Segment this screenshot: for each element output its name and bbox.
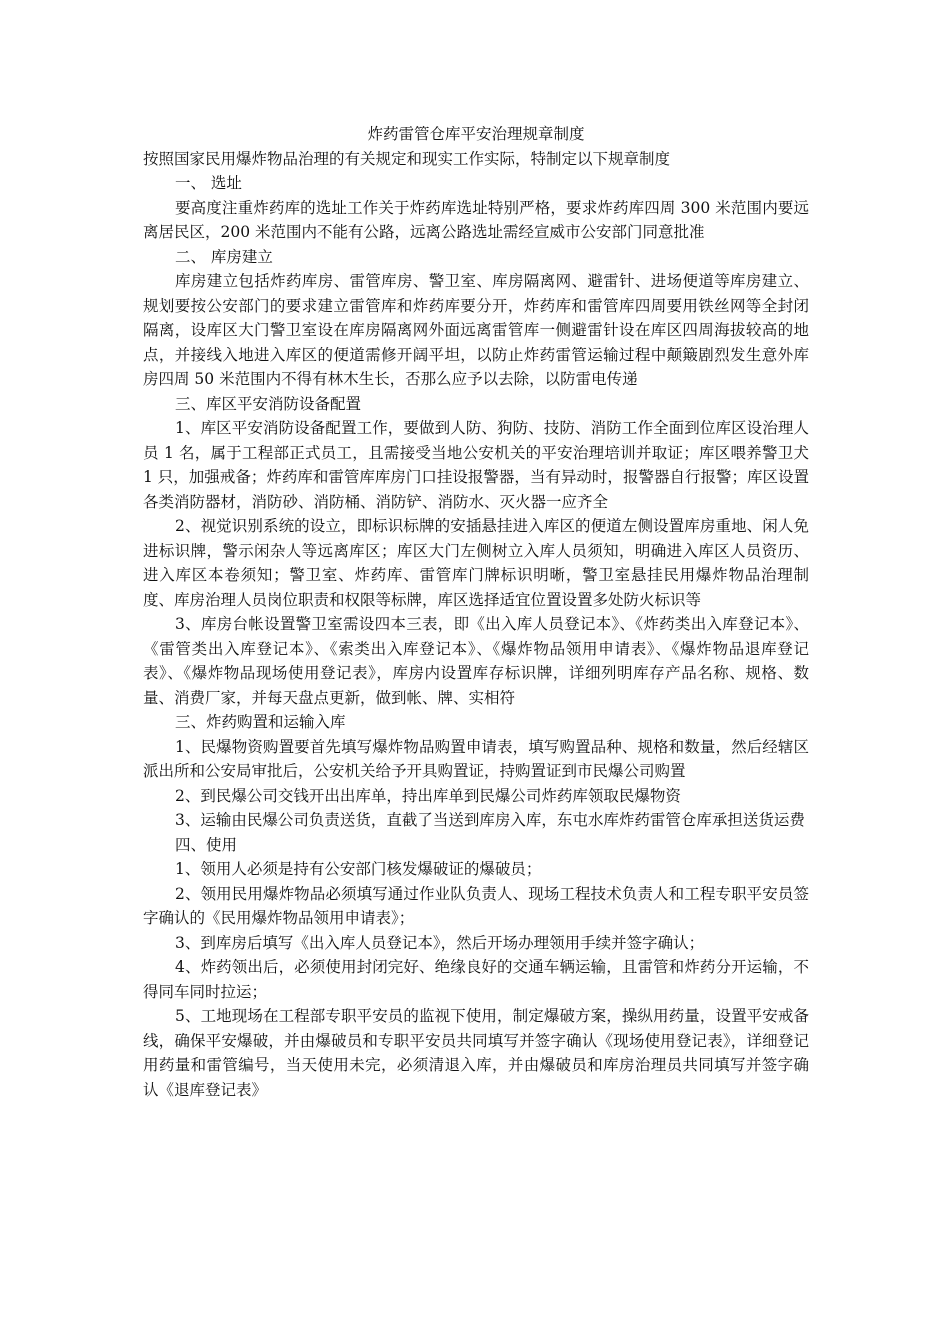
body-paragraph: 1、领用人必须是持有公安部门核发爆破证的爆破员；	[175, 860, 542, 878]
section-heading: 三、炸药购置和运输入库	[175, 713, 346, 731]
body-paragraph: 4、炸药领出后，必须使用封闭完好、绝缘良好的交通车辆运输，且雷管和炸药分开运输，不得同车同时拉运；	[143, 958, 809, 1001]
section-heading: 三、库区平安消防设备配置	[175, 394, 362, 413]
body-paragraph: 3、到库房后填写《出入库人员登记本》，然后开场办理领用手续并签字确认；	[175, 933, 705, 952]
document-title: 炸药雷管仓库平安治理规章制度	[367, 125, 585, 143]
body-paragraph: 3、运输由民爆公司负责送货，直截了当送到库房入库，东屯水库炸药雷管仓库承担送货运费	[175, 811, 805, 829]
document-body	[143, 171, 809, 1102]
body-paragraph: 库房建立包括炸药库房、雷管库房、警卫室、库房隔离网、避雷针、进场便道等库房建立、规划要按公安部门的要求建立雷管库和炸药库要分开，炸药库和雷管库四周要用铁丝网等全封闭隔离，设库区大门警卫室设在库房隔离网外面远离雷管库一侧避雷针设在库区四周海拔较高的地点，并接线入地进入库区的便道需修开阔平坦，以防止炸药雷管运输过程中颠簸剧烈发生意外库房四周 50 米范围内不得有林木生长，否那么应予以去除，以防雷电传递	[143, 272, 809, 388]
document-intro: 按照国家民用爆炸物品治理的有关规定和现实工作实际，特制定以下规章制度	[143, 149, 671, 168]
body-paragraph: 1、库区平安消防设备配置工作，要做到人防、狗防、技防、消防工作全面到位库区设治理人员 1 名，属于工程部正式员工，且需接受当地公安机关的平安治理培训并取证；库区喂养警卫犬 1 只，加强戒备；炸药库和雷管库库房门口挂设报警器，当有异动时，报警器自行报警；库区设置各类消防器材，消防砂、消防桶、消防铲、消防水、灭火器一应齐全	[143, 419, 809, 511]
section-heading: 二、 库房建立	[175, 247, 273, 266]
body-paragraph: 2、视觉识别系统的设立，即标识标牌的安插悬挂进入库区的便道左侧设置库房重地、闲人免进标识牌，警示闲杂人等远离库区；库区大门左侧树立入库人员须知，明确进入库区人员资历、进入库区本卷须知；警卫室、炸药库、雷管库门牌标识明晰，警卫室悬挂民用爆炸物品治理制度、库房治理人员岗位职责和权限等标牌，库区选择适宜位置设置多处防火标识等	[143, 517, 809, 609]
body-paragraph: 5、工地现场在工程部专职平安员的监视下使用，制定爆破方案，操纵用药量，设置平安戒备线，确保平安爆破，并由爆破员和专职平安员共同填写并签字确认《现场使用登记表》，详细登记用药量和雷管编号，当天使用未完，必须清退入库，并由爆破员和库房治理员共同填写并签字确认《退库登记表》	[143, 1007, 809, 1099]
section-heading: 一、 选址	[175, 174, 242, 192]
body-paragraph: 1、民爆物资购置要首先填写爆炸物品购置申请表，填写购置品种、规格和数量，然后经辖区派出所和公安局审批后，公安机关给予开具购置证，持购置证到市民爆公司购置	[143, 737, 809, 780]
body-paragraph: 2、到民爆公司交钱开出出库单，持出库单到民爆公司炸药库领取民爆物资	[175, 786, 681, 805]
document-page	[143, 122, 809, 1102]
body-paragraph: 3、库房台帐设置警卫室需设四本三表，即《出入库人员登记本》、《炸药类出入库登记本》、《雷管类出入库登记本》、《索类出入库登记本》、《爆炸物品领用申请表》、《爆炸物品退库登记表》、《爆炸物品现场使用登记表》，库房内设置库存标识牌，详细列明库存产品名称、规格、数量、消费厂家，并每天盘点更新，做到帐、牌、实相符	[143, 615, 809, 707]
body-paragraph: 2、领用民用爆炸物品必须填写通过作业队负责人、现场工程技术负责人和工程专职平安员签字确认的《民用爆炸物品领用申请表》；	[143, 884, 809, 927]
section-heading: 四、使用	[175, 835, 238, 854]
body-paragraph: 要高度注重炸药库的选址工作关于炸药库选址特别严格，要求炸药库四周 300 米范围内要远离居民区，200 米范围内不能有公路，远离公路选址需经宣威市公安部门同意批准	[143, 198, 809, 241]
